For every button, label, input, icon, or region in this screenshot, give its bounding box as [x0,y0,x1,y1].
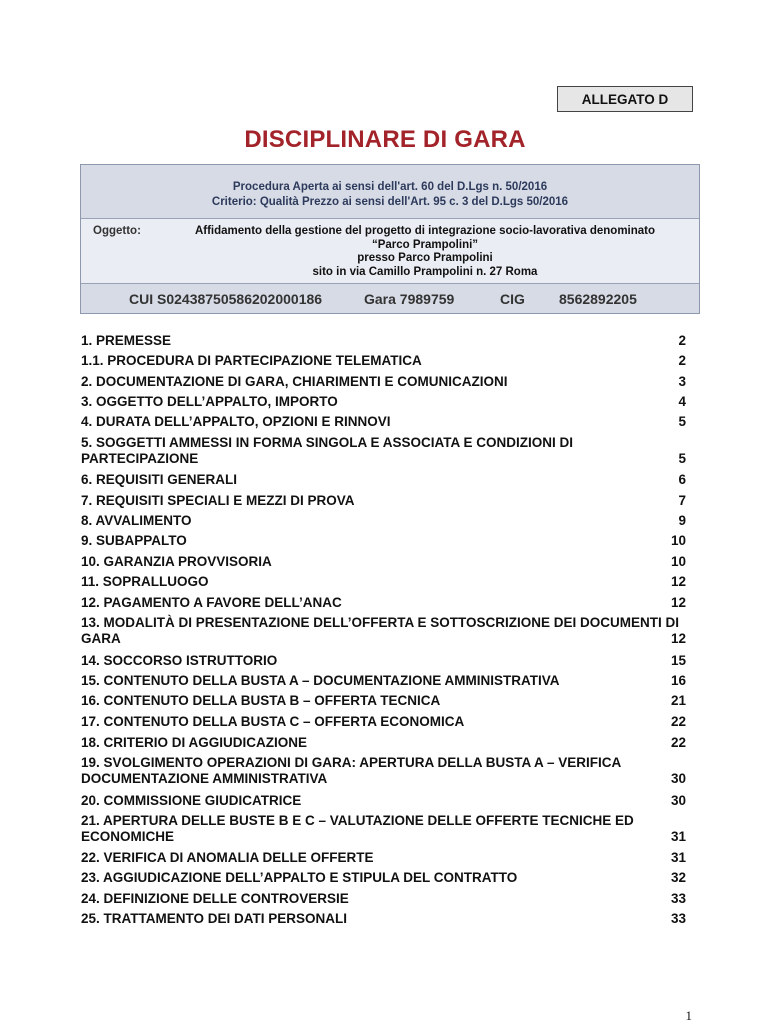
toc-item[interactable]: 9. SUBAPPALTO 10 [81,533,686,548]
page-number: 1 [685,1008,692,1023]
cig-code: 8562892205 [559,291,637,307]
toc-item[interactable]: 15. CONTENUTO DELLA BUSTA A – DOCUMENTAZIONE AMMINISTRATIVA 16 [81,673,686,688]
toc-item[interactable]: 22. VERIFICA DI ANOMALIA DELLE OFFERTE 31 [81,850,686,865]
cig-label: CIG [500,291,525,307]
toc-item[interactable]: 2. DOCUMENTAZIONE DI GARA, CHIARIMENTI E COMUNICAZIONI 3 [81,374,686,389]
object-line: “Parco Prampolini” [371,238,479,251]
toc-item[interactable]: 14. SOCCORSO ISTRUTTORIO 15 [81,653,686,668]
toc-item[interactable]: 3. OGGETTO DELL’APPALTO, IMPORTO 4 [81,394,686,409]
toc-item[interactable]: 12. PAGAMENTO A FAVORE DELL’ANAC 12 [81,595,686,610]
toc-item[interactable]: 20. COMMISSIONE GIUDICATRICE 30 [81,793,686,808]
codes-row [81,284,699,313]
toc-item[interactable]: 16. CONTENUTO DELLA BUSTA B – OFFERTA TECNICA 21 [81,693,686,708]
toc-item[interactable]: 10. GARANZIA PROVVISORIA 10 [81,554,686,569]
toc-item[interactable]: 4. DURATA DELL’APPALTO, OPZIONI E RINNOVI 5 [81,414,686,429]
object-line: Affidamento della gestione del progetto di integrazione socio-lavorativa denominato [194,225,656,237]
toc-item[interactable]: 5. SOGGETTI AMMESSI IN FORMA SINGOLA E ASSOCIATA E CONDIZIONI DI PARTECIPAZIONE 5 [81,435,686,466]
gara-code: Gara 7989759 [364,291,455,307]
toc-item[interactable]: 8. AVVALIMENTO 9 [81,513,686,528]
toc-item[interactable]: 17. CONTENUTO DELLA BUSTA C – OFFERTA ECONOMICA 22 [81,714,686,729]
toc-item[interactable]: 11. SOPRALLUOGO 12 [81,574,686,589]
object-label: Oggetto: [93,225,141,237]
toc-item[interactable]: 25. TRATTAMENTO DEI DATI PERSONALI 33 [81,911,686,926]
procedure-text: Procedura Aperta ai sensi dell'art. 60 del D.Lgs n. 50/2016 [232,180,548,193]
toc-item[interactable]: 23. AGGIUDICAZIONE DELL’APPALTO E STIPULA DEL CONTRATTO 32 [81,870,686,885]
object-line: sito in via Camillo Prampolini n. 27 Roma [312,265,538,278]
procedure-criteria [81,165,699,219]
allegato-label: ALLEGATO D [557,86,693,112]
toc-item[interactable]: 19. SVOLGIMENTO OPERAZIONI DI GARA: APERTURA DELLA BUSTA A – VERIFICA DOCUMENTAZIONE AMMINISTRATIVA 30 [81,755,686,786]
toc-item[interactable]: 6. REQUISITI GENERALI 6 [81,472,686,487]
toc-item[interactable]: 1.1. PROCEDURA DI PARTECIPAZIONE TELEMATICA 2 [81,353,686,368]
toc-item[interactable]: 1. PREMESSE 2 [81,333,686,348]
procedure-info-box [80,164,700,314]
toc-item[interactable]: 13. MODALITÀ DI PRESENTAZIONE DELL’OFFERTA E SOTTOSCRIZIONE DEI DOCUMENTI DI GARA 12 [81,615,686,646]
toc-item[interactable]: 21. APERTURA DELLE BUSTE B E C – VALUTAZIONE DELLE OFFERTE TECNICHE ED ECONOMICHE 31 [81,813,686,844]
cui-code: CUI S02438750586202000186 [129,291,323,307]
toc-item[interactable]: 24. DEFINIZIONE DELLE CONTROVERSIE 33 [81,891,686,906]
object-text [161,225,689,279]
document-title: DISCIPLINARE DI GARA [244,126,526,153]
criteria-text: Criterio: Qualità Prezzo ai sensi dell'Art. 95 c. 3 del D.Lgs 50/2016 [211,195,569,208]
toc-item[interactable]: 18. CRITERIO DI AGGIUDICAZIONE 22 [81,735,686,750]
toc-item[interactable]: 7. REQUISITI SPECIALI E MEZZI DI PROVA 7 [81,493,686,508]
object-section [81,219,699,284]
object-line: presso Parco Prampolini [357,252,493,264]
